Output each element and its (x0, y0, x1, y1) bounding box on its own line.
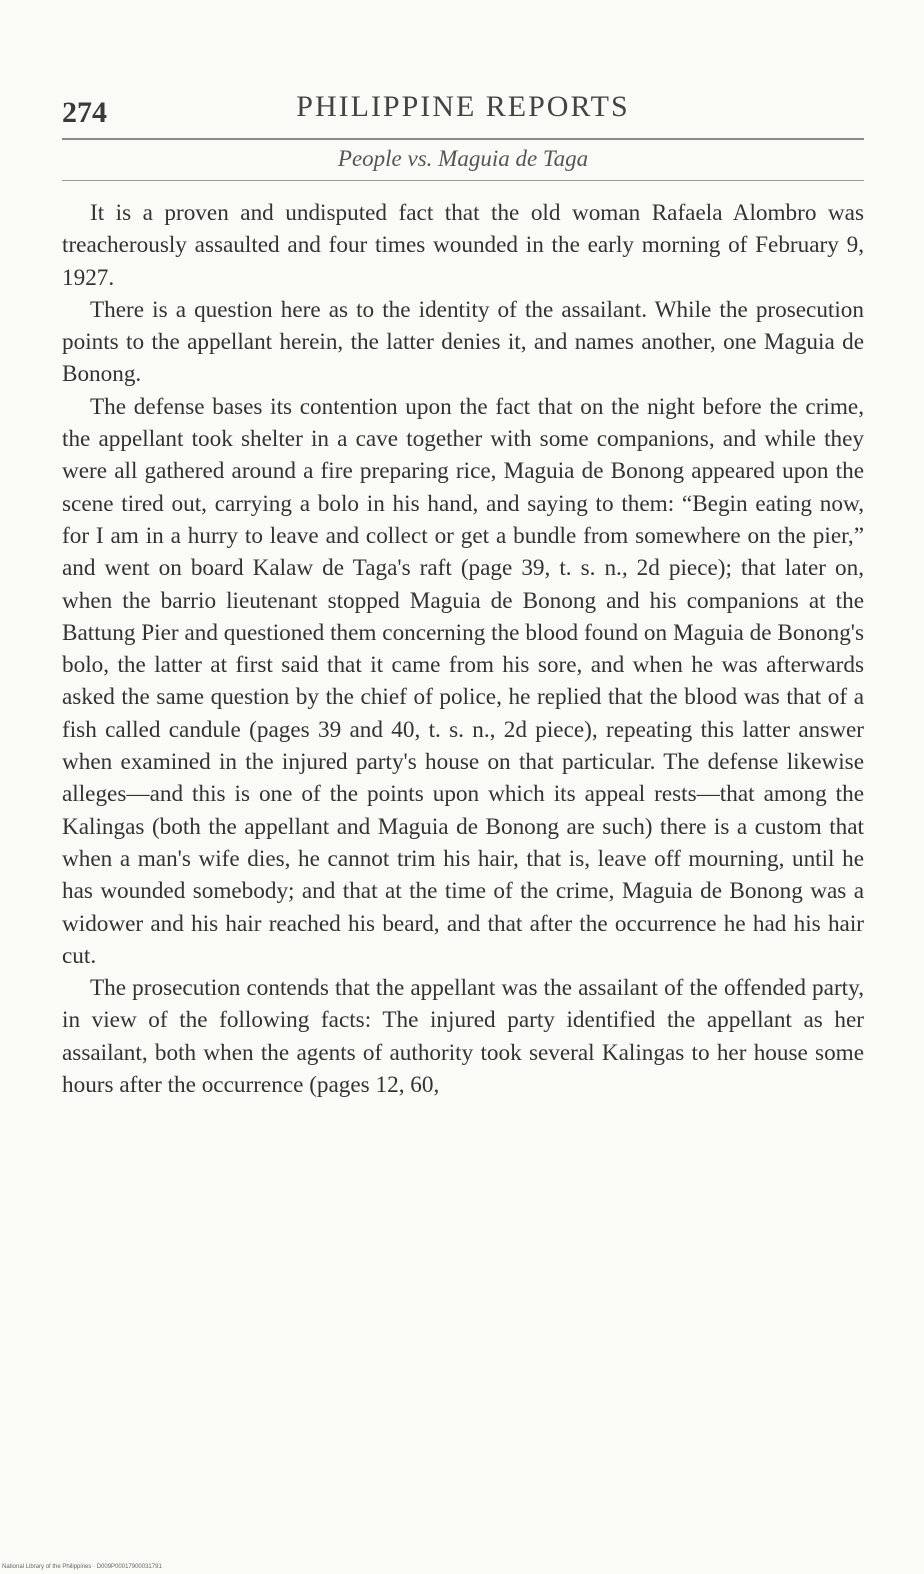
case-title: People vs. Maguia de Taga (337, 146, 589, 171)
body-text (62, 197, 864, 1101)
paragraph-4: The prosecution contends that the appellant was the assailant of the offended party, in view of the following facts: The injured party identified the appellant as her assailant, both when the agents of authority took several Kalingas to her house some hours after the occurrence (pages 12, 60, (62, 975, 864, 1099)
running-title: PHILIPPINE REPORTS (296, 90, 630, 123)
paragraph-3: The defense bases its contention upon the fact that on the night before the crime, the appellant took shelter in a cave together with some companions, and while they were all gathered around a fire preparing rice, Maguia de Bonong appeared upon the scene tired out, carrying a bolo in his hand, and saying to them: “Begin eating now, for I am in a hurry to leave and collect or get a bundle from somewhere on the pier,” and went on board Kalaw de Taga's raft (page 39, t. s. n., 2d piece); that later on, when the barrio lieutenant stopped Maguia de Bonong and his companions at the Battung Pier and questioned them concerning the blood found on Maguia de Bonong's bolo, the latter at first said that it came from his sore, and when he was afterwards asked the same question by the chief of police, he replied that the blood was that of a fish called candule (pages 39 and 40, t. s. n., 2d piece), repeating this latter answer when examined in the injured party's house on that particular. The defense likewise alleges—and this is one of the points upon which its appeal rests—that among the Kalingas (both the appellant and Maguia de Bonong are such) there is a custom that when a man's wife dies, he cannot trim his hair, that is, leave off mourning, until he has wounded somebody; and that at the time of the crime, Maguia de Bonong was a widower and his hair reached his beard, and that after the occurrence he had his hair cut. (62, 393, 864, 969)
document-page (62, 86, 864, 1101)
paragraph-2: There is a question here as to the identity of the assailant. While the prosecution points to the appellant herein, the latter denies it, and names another, one Maguia de Bonong. (62, 296, 864, 388)
page-header (62, 86, 864, 130)
header-rule (62, 138, 864, 140)
page-number: 274 (62, 96, 107, 129)
scan-footer: National Library of the Philippines · D009P00017900031791 (2, 1564, 162, 1570)
case-title-rule (62, 180, 864, 181)
paragraph-1: It is a proven and undisputed fact that the old woman Rafaela Alombro was treacherously assaulted and four times wounded in the early morning of February 9, 1927. (62, 200, 864, 291)
